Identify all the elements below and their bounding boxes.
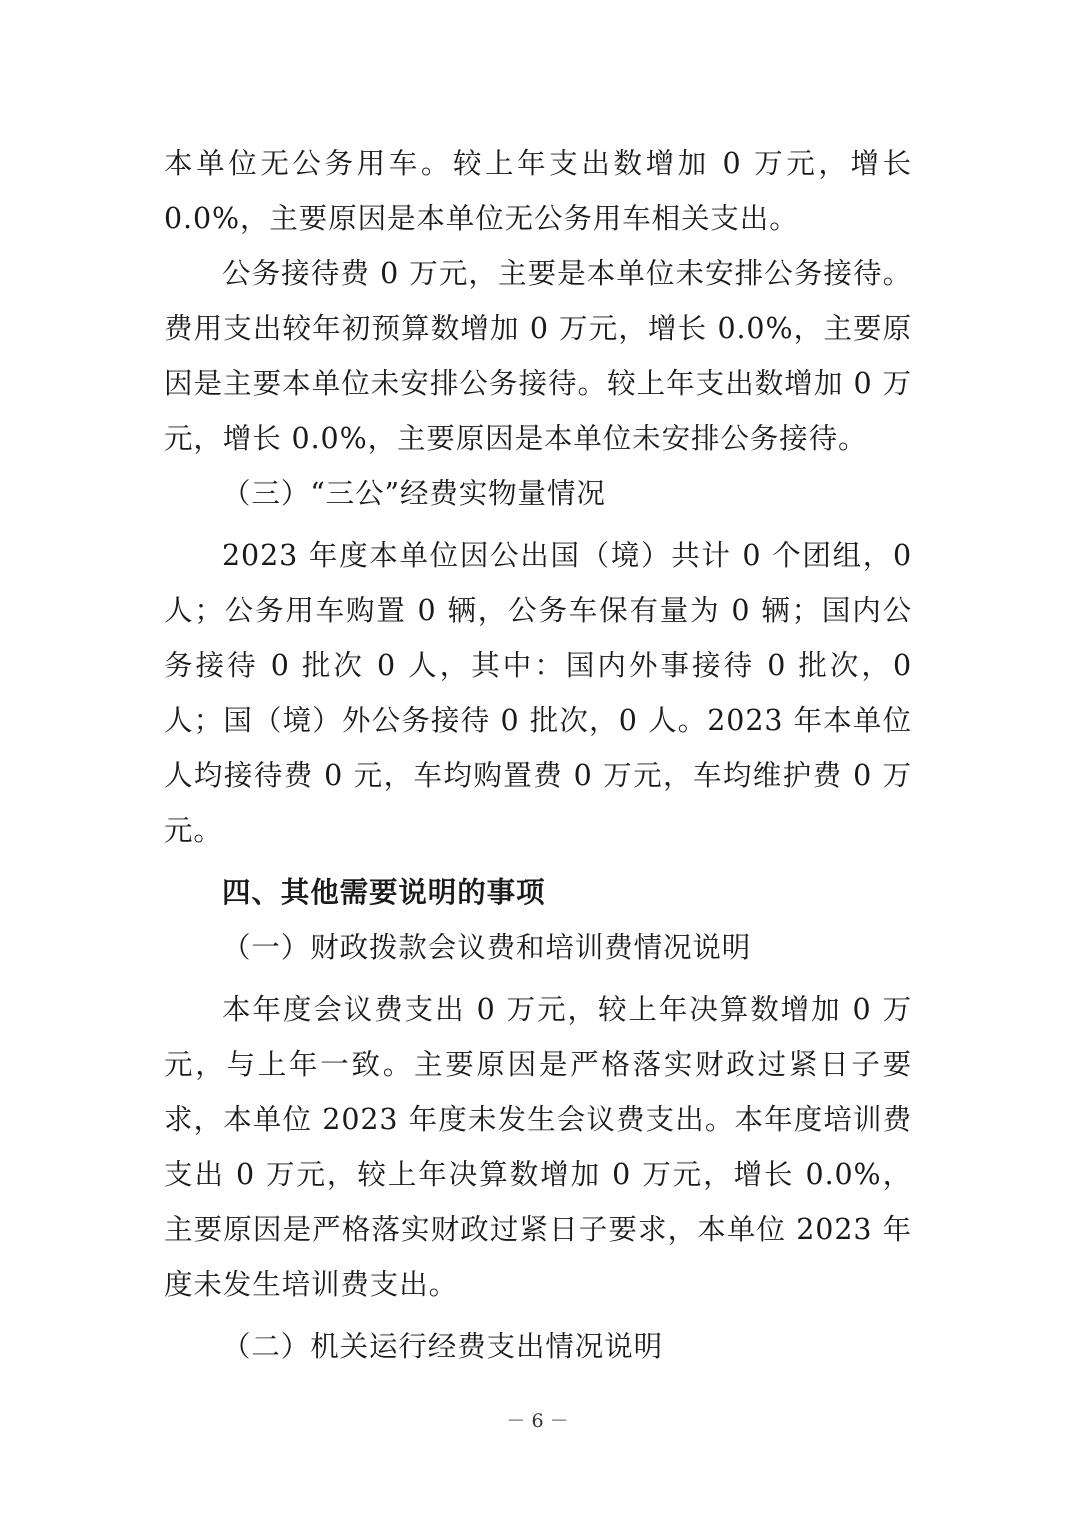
subheading-physical-quantity: （三）“三公”经费实物量情况 <box>222 477 606 510</box>
paragraph-vehicle-continuation: 本单位无公务用车。较上年支出数增加 0 万元，增长 0.0%，主要原因是本单位无公务用车相关支出。 <box>164 147 912 235</box>
page-number: － 6 － <box>506 1410 569 1432</box>
subheading-operating-expense: （二）机关运行经费支出情况说明 <box>222 1330 664 1363</box>
subheading-meeting-training: （一）财政拨款会议费和培训费情况说明 <box>222 931 752 964</box>
section-heading-other-matters: 四、其他需要说明的事项 <box>222 876 546 909</box>
paragraph-meeting-training: 本年度会议费支出 0 万元，较上年决算数增加 0 万元，与上年一致。主要原因是严格落实财政过紧日子要求，本单位 2023 年度未发生会议费支出。本年度培训费支出 0 万元，较上年决算数增加 0 万元，增长 0.0%，主要原因是严格落实财政过紧日子要求，本单位 2023 年度未发生培训费支出。 <box>164 993 912 1301</box>
paragraph-reception-expense: 公务接待费 0 万元，主要是本单位未安排公务接待。费用支出较年初预算数增加 0 万元，增长 0.0%，主要原因是主要本单位未安排公务接待。较上年支出数增加 0 万元，增长 0.0%，主要原因是本单位未安排公务接待。 <box>164 257 912 455</box>
document-body <box>164 136 912 1374</box>
paragraph-physical-quantity: 2023 年度本单位因公出国（境）共计 0 个团组，0 人；公务用车购置 0 辆，公务车保有量为 0 辆；国内公务接待 0 批次 0 人，其中：国内外事接待 0 批次，0 人；国（境）外公务接待 0 批次，0 人。2023 年本单位人均接待费 0 元，车均购置费 0 万元，车均维护费 0 万元。 <box>164 539 912 847</box>
